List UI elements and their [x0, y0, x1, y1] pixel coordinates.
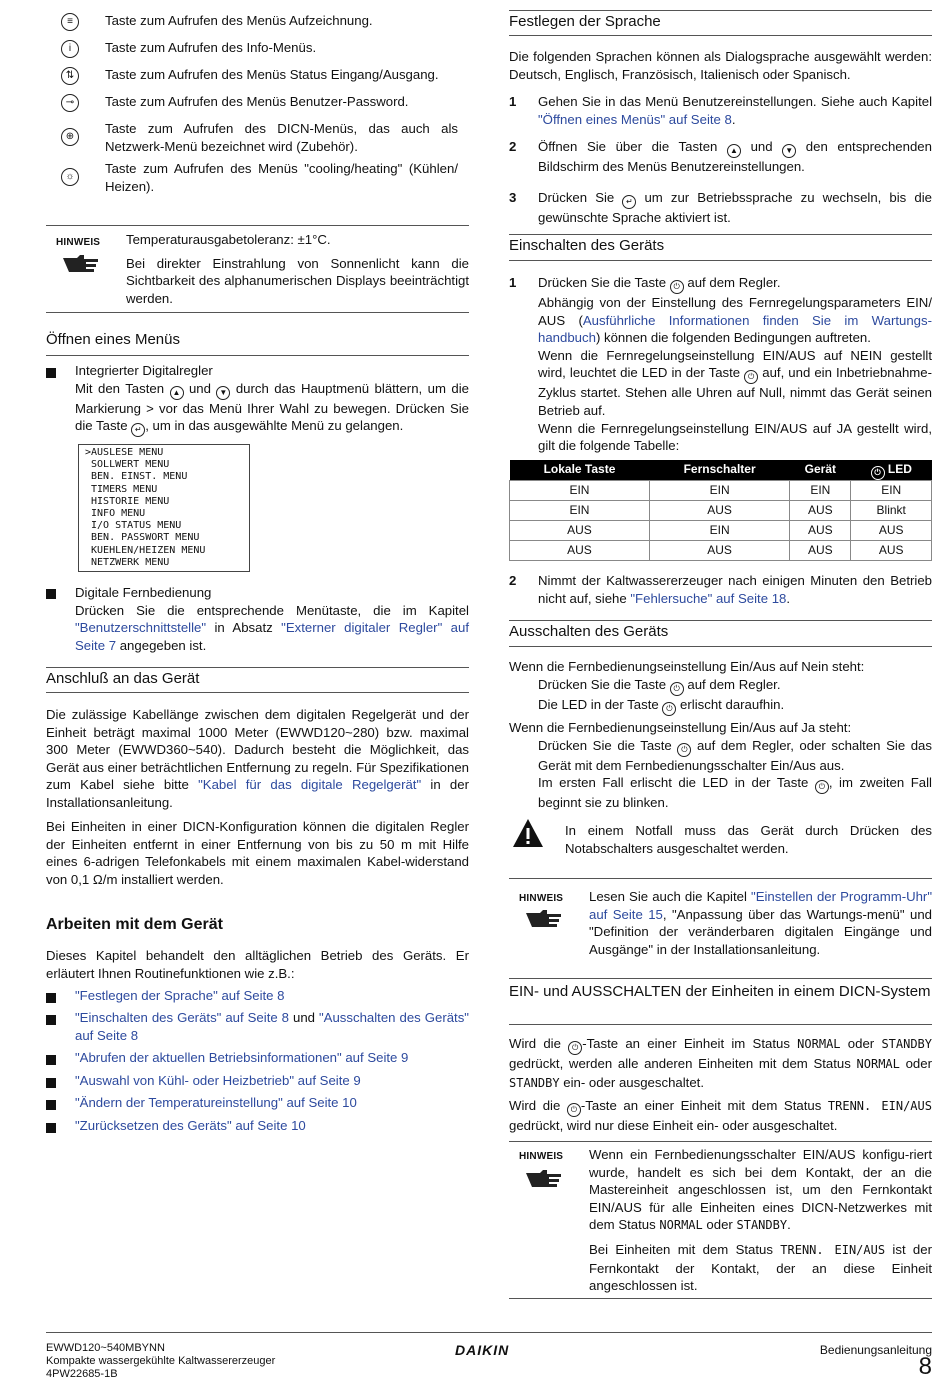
lcd-line: BEN. PASSWORT MENU	[85, 532, 200, 544]
table-header: Gerät	[790, 460, 851, 481]
paragraph: Dieses Kapitel behandelt den alltäglichen Betrieb des Geräts. Er erläutert Ihnen Routinefunktionen wie z.B.:	[46, 948, 469, 981]
table-cell: AUS	[510, 541, 650, 561]
power-icon: ⏻	[815, 780, 829, 794]
pointing-hand-icon	[524, 1167, 564, 1189]
paragraph: Wenn die Fernbedienungseinstellung Ein/Aus auf Ja steht: Drücken Sie die Taste ⏻ auf dem Regler, oder schalten Sie das Gerät mit dem Fernbedienungsschalter Ein/Aus aus. Im ersten Fall erlischt die LED in der Taste ⏻ , im zweiten Fall beginnt sie zu blinken.	[509, 720, 932, 811]
link-kabel[interactable]: "Kabel für das digitale Regelgerät"	[198, 777, 422, 793]
lcd-line: INFO MENU	[85, 508, 146, 520]
divider	[46, 667, 469, 668]
section-heading: Öffnen eines Menüs	[46, 331, 180, 348]
table-header: Fernschalter	[649, 460, 789, 481]
section-heading: Ausschalten des Geräts	[509, 623, 669, 640]
menu-key-description: Taste zum Aufrufen des Menüs Benutzer-Password.	[105, 94, 409, 109]
table-cell: AUS	[851, 521, 932, 541]
menu-key-description: Taste zum Aufrufen des Menüs Aufzeichnung.	[105, 13, 373, 28]
bullet	[46, 993, 56, 1003]
note-label: HINWEIS	[519, 1151, 564, 1162]
lcd-lines	[85, 447, 249, 569]
paragraph: Wenn die Fernbedienungseinstellung Ein/Aus auf Nein steht: Drücken Sie die Taste ⏻ auf dem Regler. Die LED in der Taste ⏻ erlischt daraufhin.	[509, 658, 932, 716]
power-icon: ⏻	[567, 1103, 581, 1117]
record-menu-icon: ≡	[61, 13, 79, 31]
product-description: Kompakte wassergekühlte Kaltwassererzeuger	[46, 1355, 276, 1367]
table-cell: EIN	[790, 481, 851, 501]
section-heading: EIN- und AUSSCHALTEN der Einheiten in einem DICN-System	[509, 983, 931, 1000]
step-number: 1	[509, 275, 517, 290]
note-text: Lesen Sie auch die Kapitel "Einstellen der Programm-Uhr" auf Seite 15, "Anpassung über das Wartungs-menü" und "Definition der veränderbaren digitalen Eingänge und Ausgänge" in der Installationsanleitung.	[589, 889, 933, 957]
lcd-line: NETZWERK MENU	[85, 556, 170, 568]
bullet	[46, 1015, 56, 1025]
warning-text: In einem Notfall muss das Gerät durch Drücken des Notabschalters ausgeschaltet werden.	[565, 823, 932, 856]
info-icon: i	[61, 40, 79, 58]
document-type: Bedienungsanleitung	[819, 1343, 932, 1357]
table-cell: AUS	[790, 521, 851, 541]
power-icon: ⏻	[670, 682, 684, 696]
table-cell: AUS	[851, 541, 932, 561]
link-festlegen-sprache[interactable]: "Festlegen der Sprache" auf Seite 8	[75, 988, 285, 1003]
key-icon: ⊸	[61, 94, 79, 112]
bullet-text: Integrierter Digitalregler Mit den Tasten ▲ und ▼ durch das Hauptmenü blättern, um die Markierung > vor das Menü Ihrer Wahl zu bewegen. Drücken Sie die Taste ↵ , um in das ausgewählte Menü zu gelangen.	[75, 362, 469, 437]
footer-divider	[46, 1332, 932, 1333]
paragraph: Bei Einheiten in einer DICN-Konfiguration können die digitalen Regler der Einheiten entfernt in einer Entfernung von bis zu 50 m mit Hilfe eines 6-adrigen Telefonkabels mit einem maximalen Kabel-widerstand von 0,1 Ω/m installiert werden.	[46, 819, 469, 887]
step-number: 2	[509, 573, 517, 588]
divider	[46, 225, 469, 226]
note-paragraph: Bei direkter Einstrahlung von Sonnenlicht kann die Sichtbarkeit des alphanumerischen Displays beeinträchtigt werden.	[126, 255, 469, 306]
up-arrow-icon: ▲	[727, 144, 741, 158]
table-cell: AUS	[790, 541, 851, 561]
lcd-line: I/O STATUS MENU	[85, 520, 182, 532]
power-icon: ⏻	[871, 466, 885, 480]
bullet	[46, 1123, 56, 1133]
step-text: Gehen Sie in das Menü Benutzereinstellungen. Siehe auch Kapitel "Öffnen eines Menüs" auf Seite 8.	[538, 94, 932, 127]
table-cell: EIN	[510, 481, 650, 501]
divider	[46, 312, 469, 313]
bullet	[46, 1078, 56, 1088]
table-cell: AUS	[649, 541, 789, 561]
divider	[509, 35, 932, 36]
power-icon: ⏻	[662, 702, 676, 716]
table-cell: EIN	[851, 481, 932, 501]
link-oeffnen-menu[interactable]: "Öffnen eines Menüs" auf Seite 8	[538, 111, 732, 127]
document-code: 4PW22685-1B	[46, 1368, 118, 1380]
link-benutzerschnittstelle[interactable]: "Benutzerschnittstelle"	[75, 620, 207, 636]
table-header: Lokale Taste	[510, 460, 650, 481]
lcd-line: TIMERS MENU	[85, 483, 158, 495]
table-cell: AUS	[790, 501, 851, 521]
lcd-line: >AUSLESE MENU	[85, 447, 164, 458]
step-number: 2	[509, 139, 517, 154]
table-cell: Blinkt	[851, 501, 932, 521]
link-betriebsinfo[interactable]: "Abrufen der aktuellen Betriebsinformationen" auf Seite 9	[75, 1050, 409, 1065]
chapter-heading: Arbeiten mit dem Gerät	[46, 916, 223, 933]
menu-key-description: Taste zum Aufrufen des Info-Menüs.	[105, 40, 317, 55]
enter-icon: ↵	[622, 195, 636, 209]
step-text: Drücken Sie ↵ um zur Betriebssprache zu wechseln, bis die gewünschte Sprache aktiviert ist.	[538, 190, 932, 225]
table-row	[510, 521, 932, 541]
pointing-hand-icon	[524, 907, 564, 929]
bullet-text: "Einschalten des Geräts" auf Seite 8 und "Ausschalten des Geräts" auf Seite 8	[75, 1010, 469, 1043]
down-arrow-icon: ▼	[216, 386, 230, 400]
note-label: HINWEIS	[56, 237, 101, 248]
link-temperatur[interactable]: "Ändern der Temperatureinstellung" auf Seite 10	[75, 1095, 357, 1110]
daikin-logo: DAIKIN	[455, 1342, 510, 1358]
io-status-icon: ⇅	[61, 67, 79, 85]
section-heading: Einschalten des Geräts	[509, 237, 665, 254]
paragraph: Die folgenden Sprachen können als Dialogsprache ausgewählt werden: Deutsch, Englisch, Französisch, Italienisch oder Spanisch.	[509, 49, 932, 82]
bullet	[46, 1100, 56, 1110]
warning-icon	[512, 818, 544, 848]
paragraph: Die zulässige Kabellänge zwischen dem digitalen Regelgerät und der Einheit beträgt maximal 1000 Meter (EWWD120~280) bzw. maximal 300 Meter (EWWD360~540). Dadurch besteht die Möglichkeit, das Gerät aus einer beträchtlichen Entfernung zu regeln. Für Spezifikationen zum Kabel siehe bitte "Kabel für das digitale Regelgerät" in der Installationsanleitung.	[46, 707, 469, 810]
network-icon: ⊕	[61, 128, 79, 146]
divider	[509, 1298, 932, 1299]
divider	[509, 1141, 932, 1142]
down-arrow-icon: ▼	[782, 144, 796, 158]
link-fehlersuche[interactable]: "Fehlersuche" auf Seite 18	[630, 590, 787, 606]
section-heading: Anschluß an das Gerät	[46, 670, 200, 687]
table-row	[510, 481, 932, 501]
divider	[509, 978, 932, 979]
table-row	[510, 501, 932, 521]
lcd-line: KUEHLEN/HEIZEN MENU	[85, 544, 206, 556]
bullet	[46, 368, 56, 378]
menu-key-description: Taste zum Aufrufen des DICN-Menüs, das auch als Netzwerk-Menü bezeichnet wird (Zubehör).	[105, 121, 458, 154]
power-icon: ⏻	[677, 743, 691, 757]
lcd-line: HISTORIE MENU	[85, 495, 170, 507]
footer-left	[46, 1342, 275, 1381]
note-paragraph: Temperaturausgabetoleranz: ±1°C.	[126, 232, 331, 247]
link-ausschalten[interactable]: "Ausschalten des Geräts" auf Seite 8	[75, 1010, 469, 1043]
link-kuehl-heiz[interactable]: "Auswahl von Kühl- oder Heizbetrieb" auf Seite 9	[75, 1073, 361, 1088]
divider	[509, 878, 932, 879]
table-cell: AUS	[649, 501, 789, 521]
enter-icon: ↵	[131, 423, 145, 437]
lcd-line: BEN. EINST. MENU	[85, 471, 188, 483]
divider	[46, 355, 469, 356]
table-cell: EIN	[649, 481, 789, 501]
table-cell: EIN	[649, 521, 789, 541]
menu-key-description: Taste zum Aufrufen des Menüs "cooling/heating" (Kühlen/ Heizen).	[105, 161, 458, 194]
bullet-title: Integrierter Digitalregler	[75, 363, 213, 378]
paragraph: Wird die ⏻ -Taste an einer Einheit im Status NORMAL oder STANDBY gedrückt, werden alle anderen Einheiten mit dem Status NORMAL oder STANDBY ein- oder ausgeschaltet.	[509, 1036, 933, 1090]
link-zuruecksetzen[interactable]: "Zurücksetzen des Geräts" auf Seite 10	[75, 1118, 306, 1133]
divider	[509, 620, 932, 621]
status-table	[509, 460, 932, 561]
link-wartungshandbuch[interactable]: Ausführliche Informationen finden Sie im Wartungs-handbuch	[538, 312, 933, 346]
link-externer-regler[interactable]: "Externer digitaler Regler" auf Seite 7	[75, 620, 470, 653]
table-cell: AUS	[510, 521, 650, 541]
link-programm-uhr[interactable]: "Einstellen der Programm-Uhr" auf Seite 15	[589, 889, 933, 922]
divider	[509, 646, 932, 647]
bullet-title: Digitale Fernbedienung	[75, 585, 212, 600]
power-icon: ⏻	[744, 370, 758, 384]
step-text: Drücken Sie die Taste ⏻ auf dem Regler. Abhängig von der Einstellung des Fernregelungsparameters EIN/ AUS (Ausführliche Informationen finden Sie im Wartungs-handbuch) können die folgenden Bedingungen auftreten. Wenn die Fernregelungseinstellung EIN/AUS auf NEIN gestellt wird, leuchtet die LED in der Taste ⏻ auf, und ein Inbetriebnahme-Zyklus startet. Stehen alle Uhren auf Null, nimmt das Gerät seinen Betrieb auf. Wenn die Fernregelungseinstellung EIN/AUS auf JA gestellt wird, gilt die folgende Tabelle:	[538, 275, 933, 454]
power-icon: ⏻	[670, 280, 684, 294]
step-number: 3	[509, 190, 517, 205]
paragraph: Wird die ⏻ -Taste an einer Einheit mit dem Status TRENN. EIN/AUS gedrückt, wird nur diese Einheit ein- oder ausgeschaltet.	[509, 1098, 932, 1133]
marker-icon: >	[146, 400, 154, 416]
divider	[46, 692, 469, 693]
page-number: 8	[918, 1353, 932, 1380]
note-text: Wenn ein Fernbedienungsschalter EIN/AUS konfigu-riert wurde, handelt es sich bei dem Kontakt, der an die Mastereinheit angeschlossen ist, um den Fernkontakt EIN/AUS für alle Einheiten eines DICN-Netzwerkes mit dem Status NORMAL oder STANDBY. Bei Einheiten mit dem Status TRENN. EIN/AUS ist der Fernkontakt der Kontakt, der an diese Einheit angeschlossen ist.	[589, 1147, 932, 1294]
menu-key-description: Taste zum Aufrufen des Menüs Status Eingang/Ausgang.	[105, 67, 439, 82]
lcd-display	[78, 444, 250, 572]
bullet	[46, 589, 56, 599]
up-arrow-icon: ▲	[170, 386, 184, 400]
pointing-hand-icon	[61, 252, 101, 274]
cooling-heating-icon: ☼	[61, 168, 79, 186]
divider	[509, 234, 932, 235]
step-text: Öffnen Sie über die Tasten ▲ und ▼ den entsprechenden Bildschirm des Menüs Benutzereinstellungen.	[538, 139, 932, 174]
model-number: EWWD120~540MBYNN	[46, 1342, 165, 1354]
step-text: Nimmt der Kaltwassererzeuger nach einigen Minuten den Betrieb nicht auf, siehe "Fehlersuche" auf Seite 18.	[538, 573, 932, 606]
bullet	[46, 1055, 56, 1065]
section-heading: Festlegen der Sprache	[509, 13, 661, 30]
note-text	[126, 231, 469, 307]
divider	[509, 10, 932, 11]
lcd-line: SOLLWERT MENU	[85, 459, 170, 471]
table-body	[510, 481, 932, 561]
power-icon: ⏻	[568, 1041, 582, 1055]
divider	[509, 260, 932, 261]
step-number: 1	[509, 94, 517, 109]
table-header: ⏻ LED	[851, 460, 932, 481]
table-cell: EIN	[510, 501, 650, 521]
table-row	[510, 541, 932, 561]
bullet-text: Digitale Fernbedienung Drücken Sie die entsprechende Menütaste, die im Kapitel "Benutzerschnittstelle" in Absatz "Externer digitaler Regler" auf Seite 7 angegeben ist.	[75, 585, 470, 653]
note-label: HINWEIS	[519, 893, 564, 904]
link-einschalten[interactable]: "Einschalten des Geräts" auf Seite 8	[75, 1010, 290, 1025]
divider	[509, 1024, 932, 1025]
